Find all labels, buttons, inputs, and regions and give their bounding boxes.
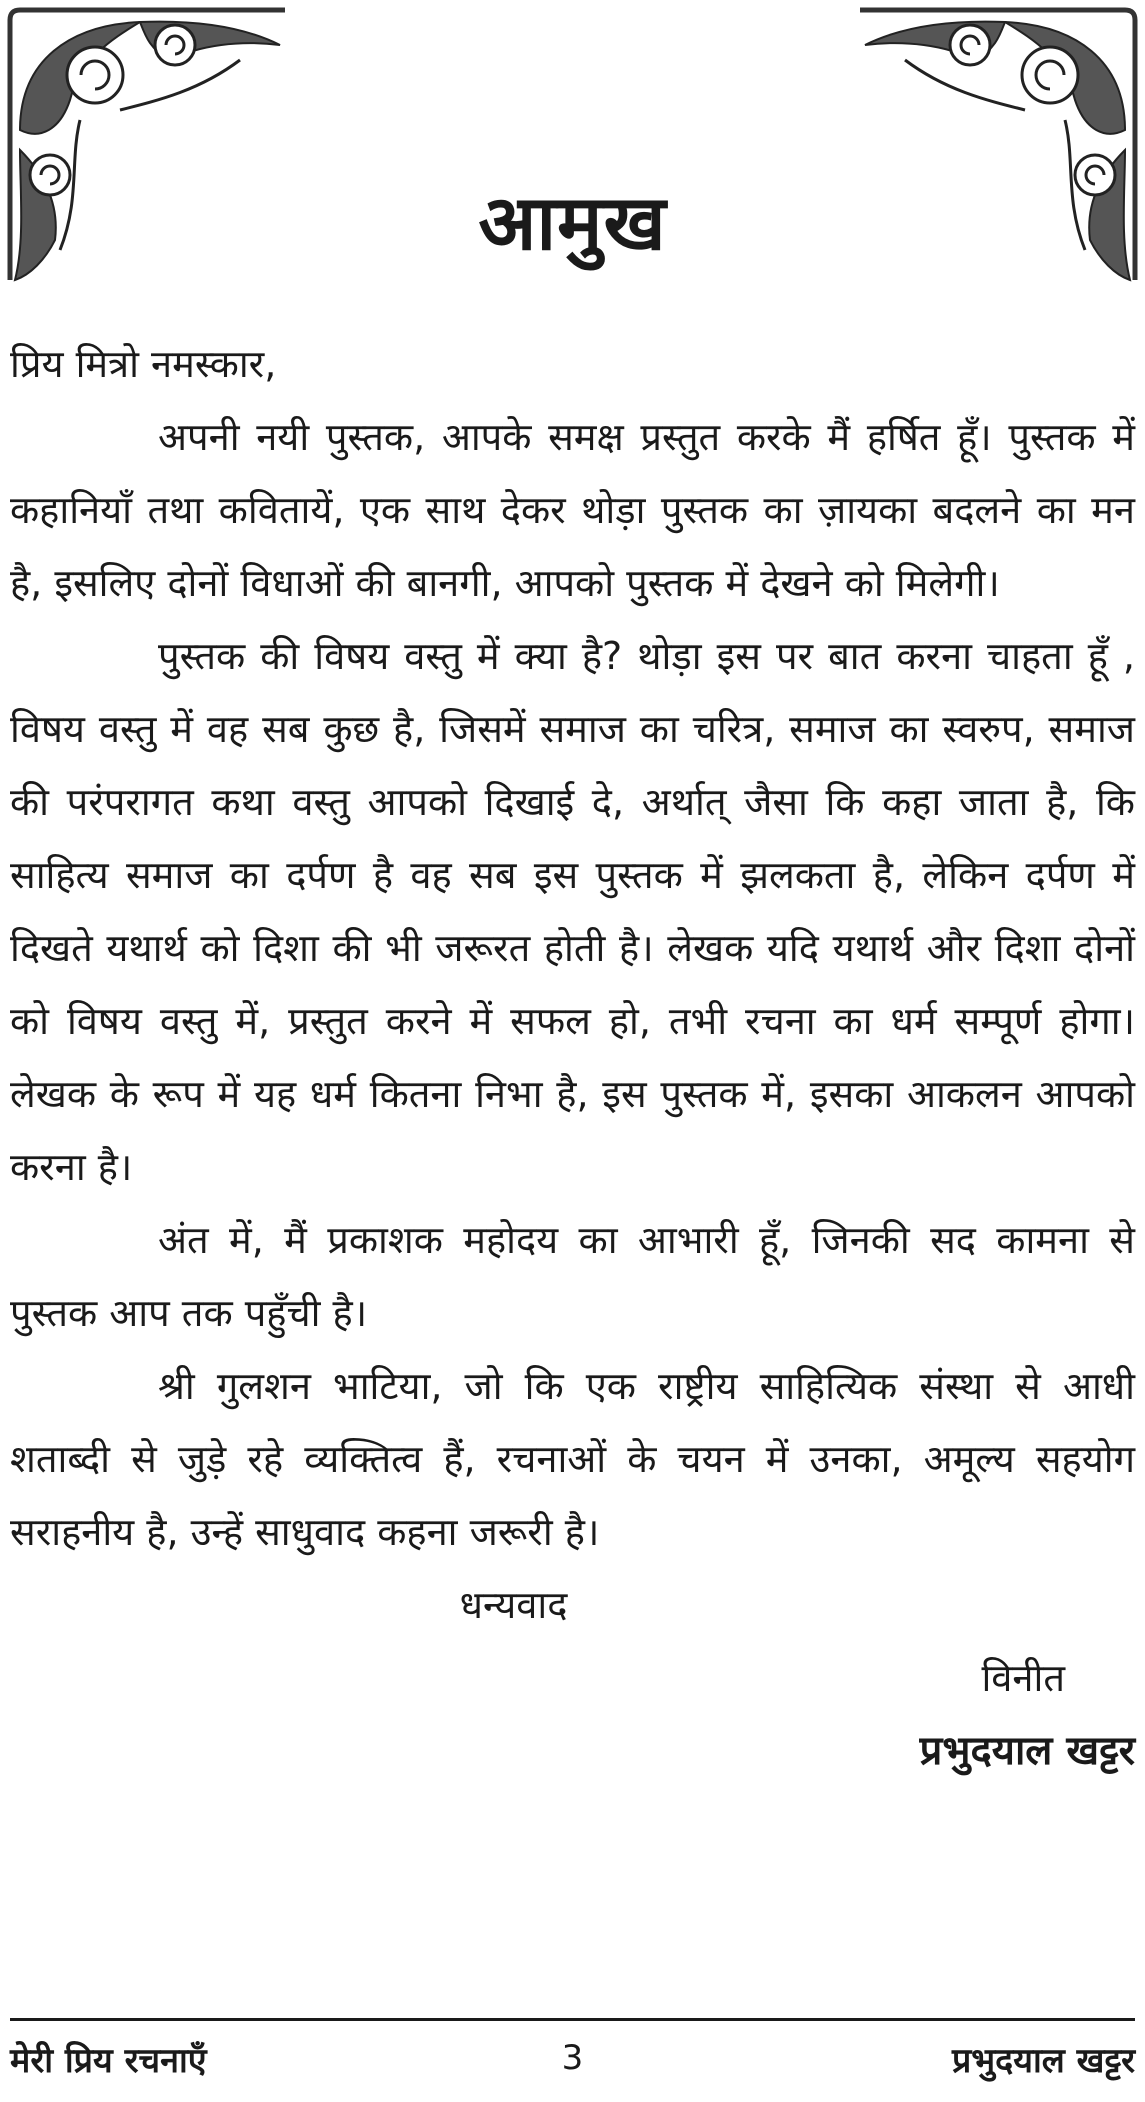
footer-divider bbox=[10, 2018, 1135, 2021]
footer-book-title: मेरी प्रिय रचनाएँ bbox=[10, 2041, 207, 2081]
closing-line: विनीत bbox=[981, 1656, 1065, 1700]
paragraph: श्री गुलशन भाटिया, जो कि एक राष्ट्रीय साहित्यिक संस्था से आधी शताब्दी से जुड़े रहे व्यक्तित्व हैं, रचनाओं के चयन में उनका, अमूल्य सहयोग सराहनीय है, उन्हें साधुवाद कहना जरूरी है। bbox=[10, 1364, 1135, 1554]
paragraph: अपनी नयी पुस्तक, आपके समक्ष प्रस्तुत करके मैं हर्षित हूँ। पुस्तक में कहानियाँ तथा कवितायें, एक साथ देकर थोड़ा पुस्तक का ज़ायका बदलने का मन है, इसलिए दोनों विधाओं की बानगी, आपको पुस्तक में देखने को मिलेगी। bbox=[10, 415, 1135, 605]
paragraph: अंत में, मैं प्रकाशक महोदय का आभारी हूँ, जिनकी सद कामना से पुस्तक आप तक पहुँची है। bbox=[10, 1218, 1135, 1335]
author-signature: प्रभुदयाल खट्टर bbox=[919, 1728, 1135, 1774]
page-title: आमुख bbox=[478, 177, 667, 267]
thanks-line: धन्यवाद bbox=[459, 1583, 568, 1627]
salutation: प्रिय मित्रो नमस्कार, bbox=[10, 342, 277, 386]
page-footer bbox=[10, 2036, 1135, 2096]
page-number: 3 bbox=[561, 2038, 584, 2078]
paragraph: पुस्तक की विषय वस्तु में क्या है? थोड़ा इस पर बात करना चाहता हूँ , विषय वस्तु में वह सब कुछ है, जिसमें समाज का चरित्र, समाज का स्वरुप, समाज की परंपरागत कथा वस्तु आपको दिखाई दे, अर्थात् जैसा कि कहा जाता है, कि साहित्य समाज का दर्पण है वह सब इस पुस्तक में झलकता है, लेकिन दर्पण में दिखते यथार्थ को दिशा की भी जरूरत होती है। लेखक यदि यथार्थ और दिशा दोनों को विषय वस्तु में, प्रस्तुत करने में सफल हो, तभी रचना का धर्म सम्पूर्ण होगा। लेखक के रूप में यह धर्म कितना निभा है, इस पुस्तक में, इसका आकलन आपको करना है। bbox=[10, 634, 1135, 1189]
preface-body bbox=[10, 328, 1135, 1788]
footer-author: प्रभुदयाल खट्टर bbox=[951, 2041, 1135, 2081]
